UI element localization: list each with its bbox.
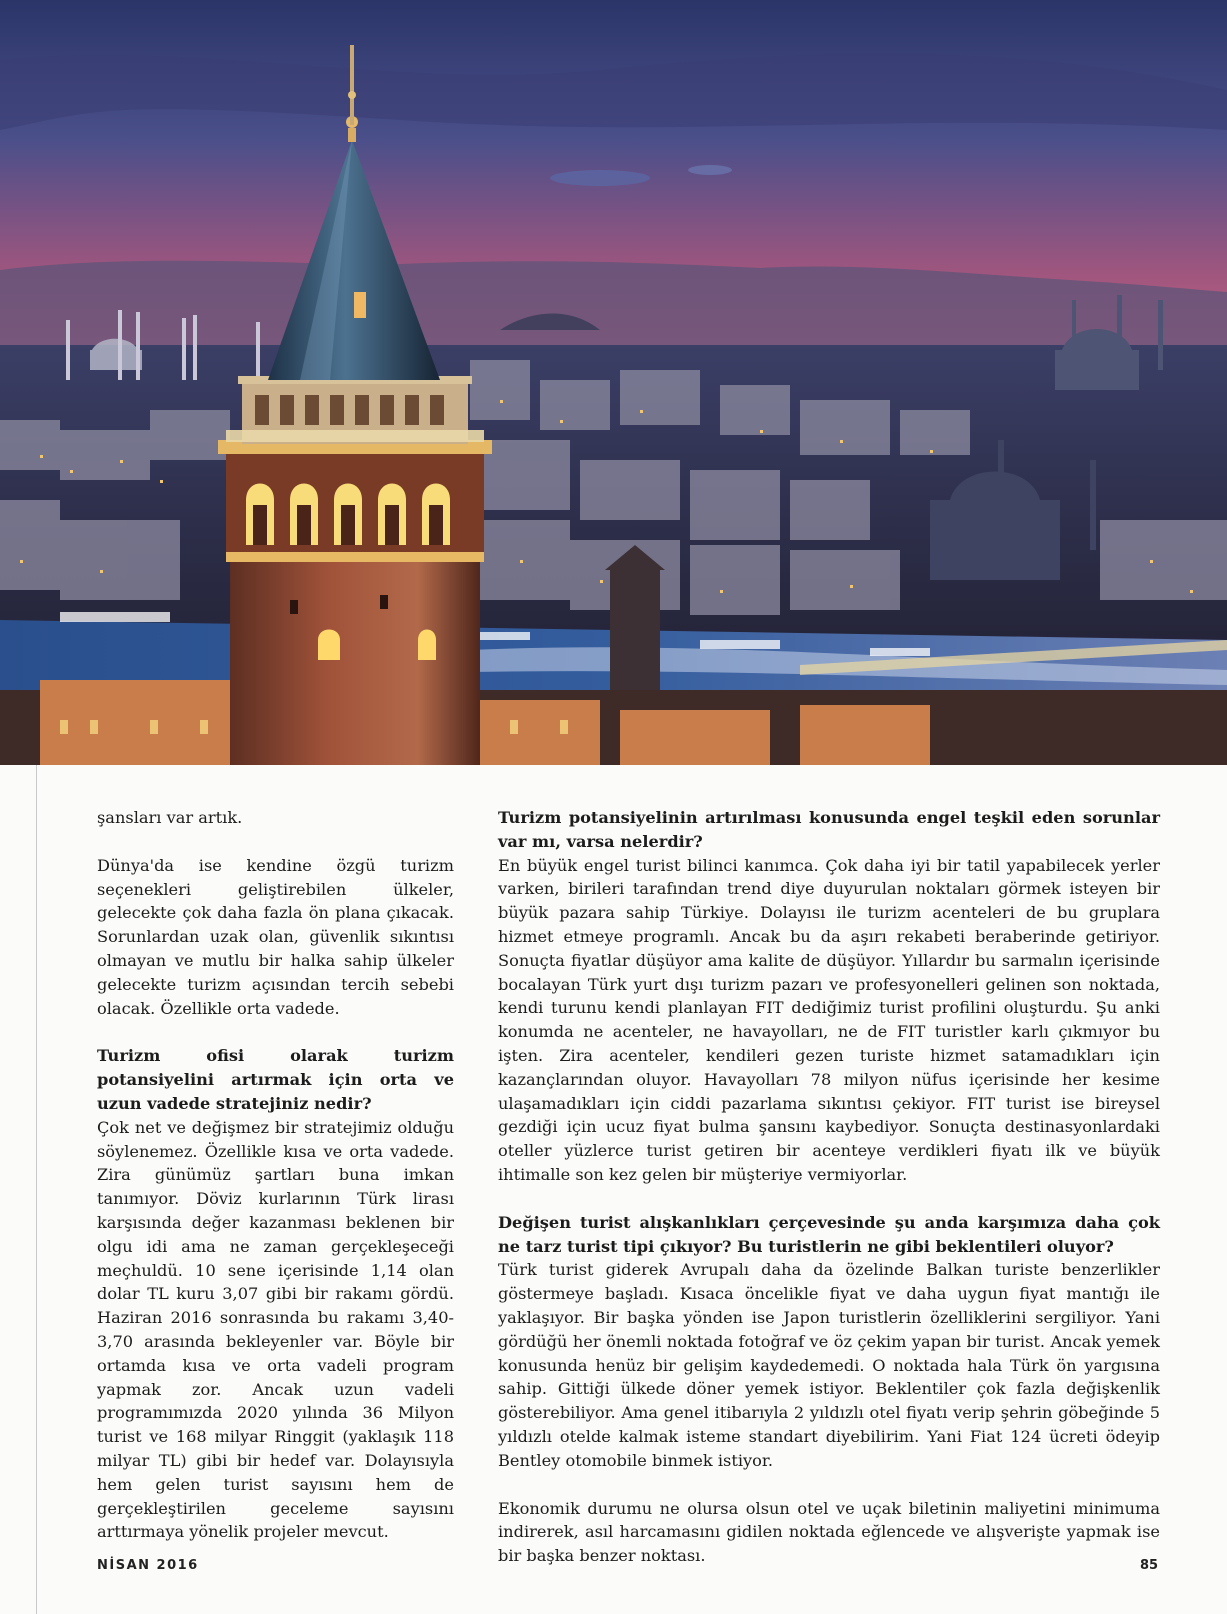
interview-question: Değişen turist alışkanlıkları çerçevesinde şu anda karşımıza daha çok ne tarz turist tipi çıkıyor? Bu turistlerin ne gibi beklentileri oluyor?	[498, 1212, 1160, 1256]
interview-question: Turizm ofisi olarak turizm potansiyelini artırmak için orta ve uzun vadede stratejiniz nedir?	[97, 1046, 454, 1113]
interview-answer: Çok net ve değişmez bir stratejimiz olduğu söylenemez. Özellikle kısa ve orta vadede. Zira günümüz şartları buna imkan tanımıyor. Döviz kurlarının Türk lirası karşısında değer kazanması beklenen bir olgu idi ama ne zaman gerçekleşeceği meçhuldü. 10 sene içerisinde 1,14 olan dolar TL kuru 3,07 gibi bir rakamı gördü. Haziran 2016 sonrasında bu rakamı 3,40-3,70 arasında bekleyenler var. Böyle bir ortamda kısa ve orta vadeli program yapmak zor. Ancak uzun vadeli programımızda 2020 yılında 36 Milyon turist ve 168 milyar Ringgit (yaklaşık 118 milyar TL) gibi bir hedef var. Dolayısıyla hem gelen turist sayısını hem de gerçekleştirilen geceleme sayısını arttırmaya yönelik projeler mevcut.	[97, 1117, 454, 1542]
issue-date: NİSAN 2016	[97, 1558, 199, 1573]
left-column	[97, 806, 454, 1544]
paragraph: Ekonomik durumu ne olursa olsun otel ve uçak biletinin maliyetini minimuma indirerek, asıl harcamasını gidilen noktada eğlencede ve alışverişte yapmak ise bir başka benzer noktası.	[498, 1498, 1160, 1566]
galata-tower-photo	[0, 0, 1227, 765]
interview-answer: Türk turist giderek Avrupalı daha da özelinde Balkan turiste benzerlikler göstermeye başladı. Kısaca öncelikle fiyat ve daha uygun fiyat mantığı ile yaklaşıyor. Bir başka yönden ise Japon turistlerin özelliklerini sergiliyor. Yani gördüğü her önemli noktada fotoğraf ve öz çekim yapan bir turist. Ancak yemek konusunda henüz bir gelişim kaydedemedi. O noktada hala Türk ön yargısına sahip. Gittiği ülkede döner yemek istiyor. Beklentiler çok fazla değişkenlik gösterebiliyor. Ama genel itibarıyla 2 yıldızlı otel fiyatı verip şehrin göbeğinde 5 yıldızlı otelde kalmak isteme standart diyebilirim. Yani Fiat 124 ücreti ödeyip Bentley otomobile binmek istiyor.	[498, 1260, 1160, 1470]
page-number: 85	[1140, 1558, 1159, 1573]
intro-text: şansları var artık.	[97, 808, 243, 827]
interview-answer: En büyük engel turist bilinci kanımca. Çok daha iyi bir tatil yapabilecek yerler varken, birileri tarafından trend diye duyurulan noktaları görmek isteyen bir büyük pazara sahip Türkiye. Dolayısı ile turizm acenteleri de bu gruplara hizmet etmeye programlı. Ancak bu da aşırı rekabeti beraberinde getiriyor. Sonuçta fiyatlar düşüyor ama kalite de düşüyor. Yıllardır bu sarmalın içerisinde bocalayan Türk yurt dışı turizm pazarı ve profesyonelleri gelinen son noktada, kendi turunu kendi planlayan FIT dediğimiz turist profilini oluşturdu. Şu anki konumda ne acenteler, ne havayolları, ne de FIT turistler karlı çıkmıyor bu işten. Zira acenteler, kendileri gezen turiste hizmet satamadıkları için kazançlarından oluyor. Havayolları 78 milyon nüfus içerisinde her kesime ulaşamadıkları için ciddi pazarlama sıkıntısı çekiyor. FIT turist ise bireysel gezdiği için ucuz fiyat bulma şansını kaybediyor. Sonuçta destinasyonlardaki oteller yüzlerce turist getiren bir acenteye verdikleri fiyatı ilk ve büyük ihtimalle son kez gelen bir müşteriye vermiyorlar.	[498, 855, 1160, 1184]
interview-question: Turizm potansiyelinin artırılması konusunda engel teşkil eden sorunlar var mı, varsa nelerdir?	[498, 808, 1160, 851]
paragraph: Dünya'da ise kendine özgü turizm seçenekleri geliştirebilen ülkeler, gelecekte çok daha fazla ön plana çıkacak. Sorunlardan uzak olan, güvenlik sıkıntısı olmayan ve mutlu bir halka sahip ülkeler gelecekte turizm açısından tercih sebebi olacak. Özellikle orta vadede.	[97, 855, 454, 1018]
right-column	[498, 806, 1160, 1568]
page-margin-line	[36, 765, 37, 1614]
